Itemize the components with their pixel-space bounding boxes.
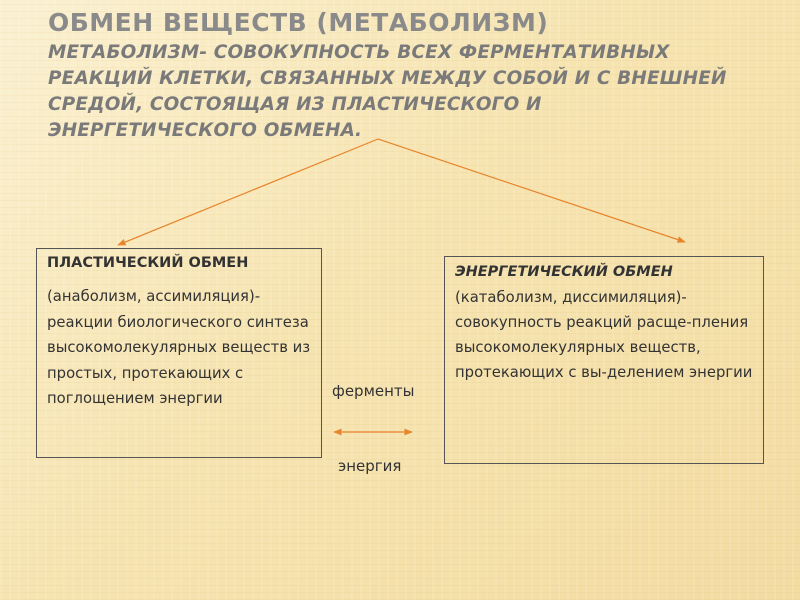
arrow-to-plastic — [118, 139, 378, 245]
slide-title: ОБМЕН ВЕЩЕСТВ (МЕТАБОЛИЗМ) — [48, 8, 549, 37]
arrow-to-energetic — [378, 139, 685, 242]
plastic-exchange-box — [36, 248, 322, 458]
energetic-exchange-text: (катаболизм, диссимиляция)- совокупность реакций расще-пления высокомолекулярных веществ, протекающих с вы-делением энергии — [455, 289, 753, 381]
energetic-exchange-title: ЭНЕРГЕТИЧЕСКИЙ ОБМЕН — [455, 264, 673, 280]
plastic-exchange-text: (анаболизм, ассимиляция)- реакции биологического синтеза высокомолекулярных веществ из простых, протекающих с поглощением энергии — [47, 288, 311, 407]
plastic-exchange-title: ПЛАСТИЧЕСКИЙ ОБМЕН — [47, 255, 249, 271]
energetic-exchange-box — [444, 256, 764, 464]
enzymes-label: ферменты — [332, 382, 415, 400]
energy-label: энергия — [338, 457, 402, 475]
slide-subtitle: МЕТАБОЛИЗМ- СОВОКУПНОСТЬ ВСЕХ ФЕРМЕНТАТИВНЫХ РЕАКЦИЙ КЛЕТКИ, СВЯЗАННЫХ МЕЖДУ СОБОЙ И С ВНЕШНЕЙ СРЕДОЙ, СОСТОЯЩАЯ ИЗ ПЛАСТИЧЕСКОГО И ЭНЕРГЕТИЧЕСКОГО ОБМЕНА. — [48, 42, 727, 141]
